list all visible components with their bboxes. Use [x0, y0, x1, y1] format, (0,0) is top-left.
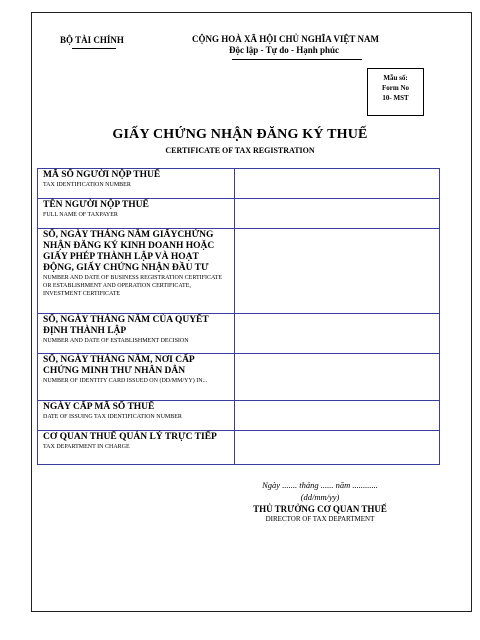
form-label-en: Form No [381, 84, 410, 92]
field-label-vn: CƠ QUAN THUẾ QUẢN LÝ TRỰC TIẾP [43, 432, 217, 442]
field-label-vn: NGÀY CẤP MÃ SỐ THUẾ [43, 402, 155, 412]
signatory-title-vn: THỦ TRƯỞNG CƠ QUAN THUẾ [253, 504, 387, 514]
ministry-name: BỘ TÀI CHÍNH [60, 35, 124, 45]
value-cell[interactable] [235, 354, 440, 401]
field-label-en: TAX DEPARTMENT IN CHARGE [43, 444, 130, 450]
row-label-cell [38, 401, 235, 431]
value-cell[interactable] [235, 169, 440, 199]
field-label-vn: TÊN NGƯỜI NỘP THUẾ [43, 200, 149, 210]
ministry-underline [72, 48, 116, 49]
form-label-vn: Mẫu số: [383, 74, 408, 82]
form-number: 10- MST [382, 94, 409, 102]
date-line: Ngày ....... tháng ...... năm ............ [262, 480, 378, 490]
table-row [38, 431, 440, 465]
value-cell[interactable] [235, 314, 440, 354]
country-name: CỘNG HOÀ XÃ HỘI CHỦ NGHĨA VIỆT NAM [192, 34, 379, 44]
value-cell[interactable] [235, 229, 440, 314]
page-subtitle: CERTIFICATE OF TAX REGISTRATION [165, 146, 315, 155]
field-label-vn: SỐ, NGÀY THÁNG NĂM CỦA QUYẾT ĐỊNH THÀNH LẬP [43, 315, 209, 336]
field-label-vn: SỐ, NGÀY THÁNG NĂM, NƠI CẤP CHỨNG MINH THƯ NHÂN DÂN [43, 355, 195, 376]
field-label-vn: MÃ SỐ NGƯỜI NỘP THUẾ [43, 170, 161, 180]
national-motto: Độc lập - Tự do - Hạnh phúc [229, 45, 340, 55]
form-number-box [367, 68, 424, 116]
table-row [38, 229, 440, 314]
value-cell[interactable] [235, 431, 440, 465]
registration-table [37, 168, 440, 465]
field-label-en: TAX IDENTIFICATION NUMBER [43, 182, 131, 188]
field-label-en: NUMBER AND DATE OF ESTABLISHMENT DECISION [43, 338, 189, 344]
motto-underline [232, 59, 362, 60]
row-label-cell [38, 169, 235, 199]
value-cell[interactable] [235, 199, 440, 229]
row-label-cell [38, 314, 235, 354]
row-label-cell [38, 229, 235, 314]
signatory-title-en: DIRECTOR OF TAX DEPARTMENT [265, 515, 375, 523]
row-label-cell [38, 431, 235, 465]
row-label-cell [38, 354, 235, 401]
field-label-vn: SỐ, NGÀY THÁNG NĂM GIẤYCHỨNG NHẬN ĐĂNG KÝ KINH DOANH HOẶC GIẤY PHÉP THÀNH LẬP VÀ HOẠT ĐỘNG, GIẤY CHỨNG NHẬN ĐẦU TƯ [43, 230, 215, 273]
date-format: (dd/mm/yy) [300, 492, 340, 502]
table-row [38, 314, 440, 354]
field-label-en: NUMBER AND DATE OF BUSINESS REGISTRATION CERTIFICATE OR ESTABLISHMENT AND OPERATION CERTIFICATE, INVESTMENT CERTIFICATE [43, 275, 222, 297]
field-label-en: DATE OF ISSUING TAX IDENTIFICATION NUMBER [43, 414, 182, 420]
value-cell[interactable] [235, 401, 440, 431]
table-row [38, 354, 440, 401]
field-label-en: NUMBER OF IDENTITY CARD ISSUED ON (DD/MM/YY) IN... [43, 378, 208, 384]
table-row [38, 169, 440, 199]
field-label-en: FULL NAME OF TAXPAYER [43, 212, 118, 218]
table-row [38, 401, 440, 431]
table-row [38, 199, 440, 229]
row-label-cell [38, 199, 235, 229]
page-title: GIẤY CHỨNG NHẬN ĐĂNG KÝ THUẾ [112, 127, 368, 142]
signature-block [240, 480, 400, 524]
